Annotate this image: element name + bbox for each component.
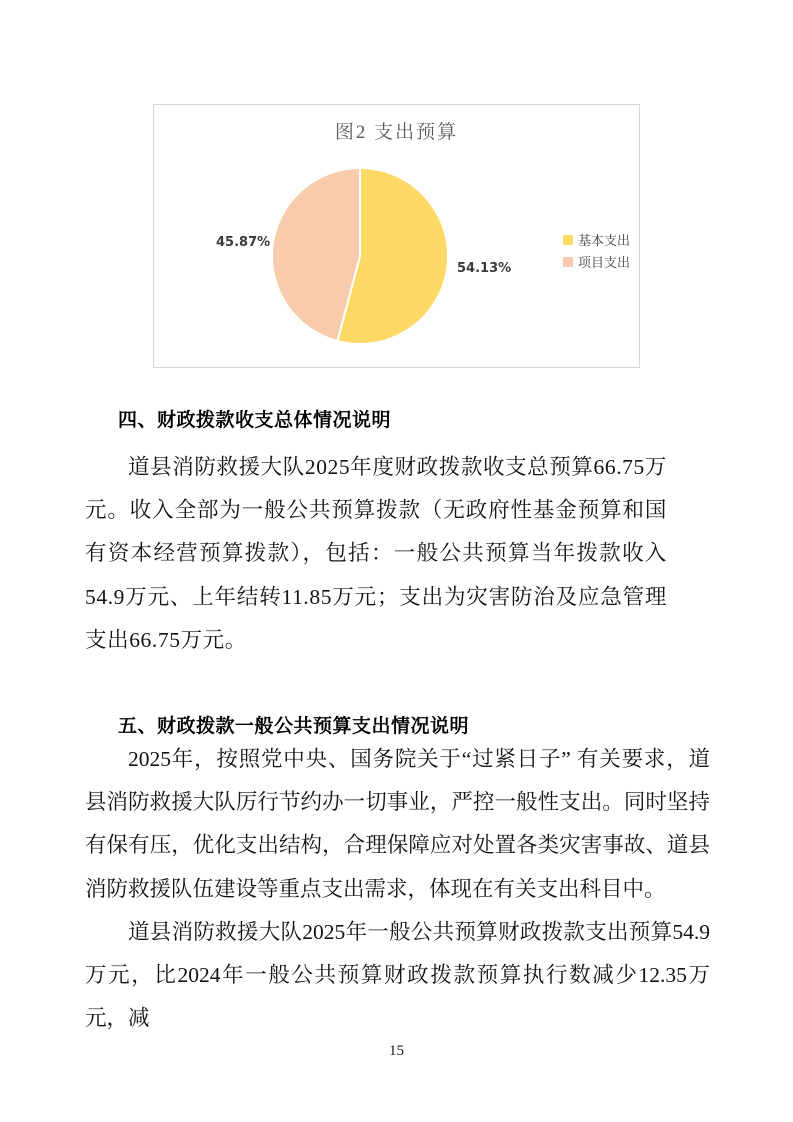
section5-body: [85, 738, 710, 1040]
legend-item-project-expenditure: [563, 252, 630, 271]
legend-swatch-icon: [563, 257, 573, 267]
legend-item-basic-expenditure: [563, 230, 630, 249]
section4-paragraph: 道县消防救援大队2025年度财政拨款收支总预算66.75万元。收入全部为一般公共预算拨款（无政府性基金预算和国有资本经营预算拨款），包括：一般公共预算当年拨款收入54.9万元、上年结转11.85万元；支出为灾害防治及应急管理支出66.75万元。: [85, 455, 667, 652]
page-number: 15: [389, 1043, 404, 1059]
legend-swatch-icon: [563, 235, 573, 245]
section5-paragraph-1: 2025年，按照党中央、国务院关于“过紧日子” 有关要求，道县消防救援大队厉行节约办一切事业，严控一般性支出。同时坚持有保有压，优化支出结构，合理保障应对处置各类灾害事故、道县消防救援队伍建设等重点支出需求，体现在有关支出科目中。: [85, 747, 710, 901]
pie-data-label-project-expenditure: 45.87%: [216, 235, 271, 250]
chart-legend: [563, 230, 630, 271]
legend-label: 基本支出: [578, 233, 631, 248]
legend-label: 项目支出: [578, 255, 631, 270]
section5-paragraph-2: 道县消防救援大队2025年一般公共预算财政拨款支出预算54.9万元，比2024年一般公共预算财政拨款预算执行数减少12.35万元，减: [85, 919, 710, 1031]
section4-body: [85, 446, 667, 662]
section5-heading: 五、财政拨款一般公共预算支出情况说明: [118, 716, 470, 737]
chart-title: 图2 支出预算: [334, 122, 459, 143]
section4-heading: 四、财政拨款收支总体情况说明: [118, 410, 392, 431]
expenditure-pie-chart-panel: [153, 104, 640, 368]
pie-data-label-basic-expenditure: 54.13%: [457, 261, 512, 276]
